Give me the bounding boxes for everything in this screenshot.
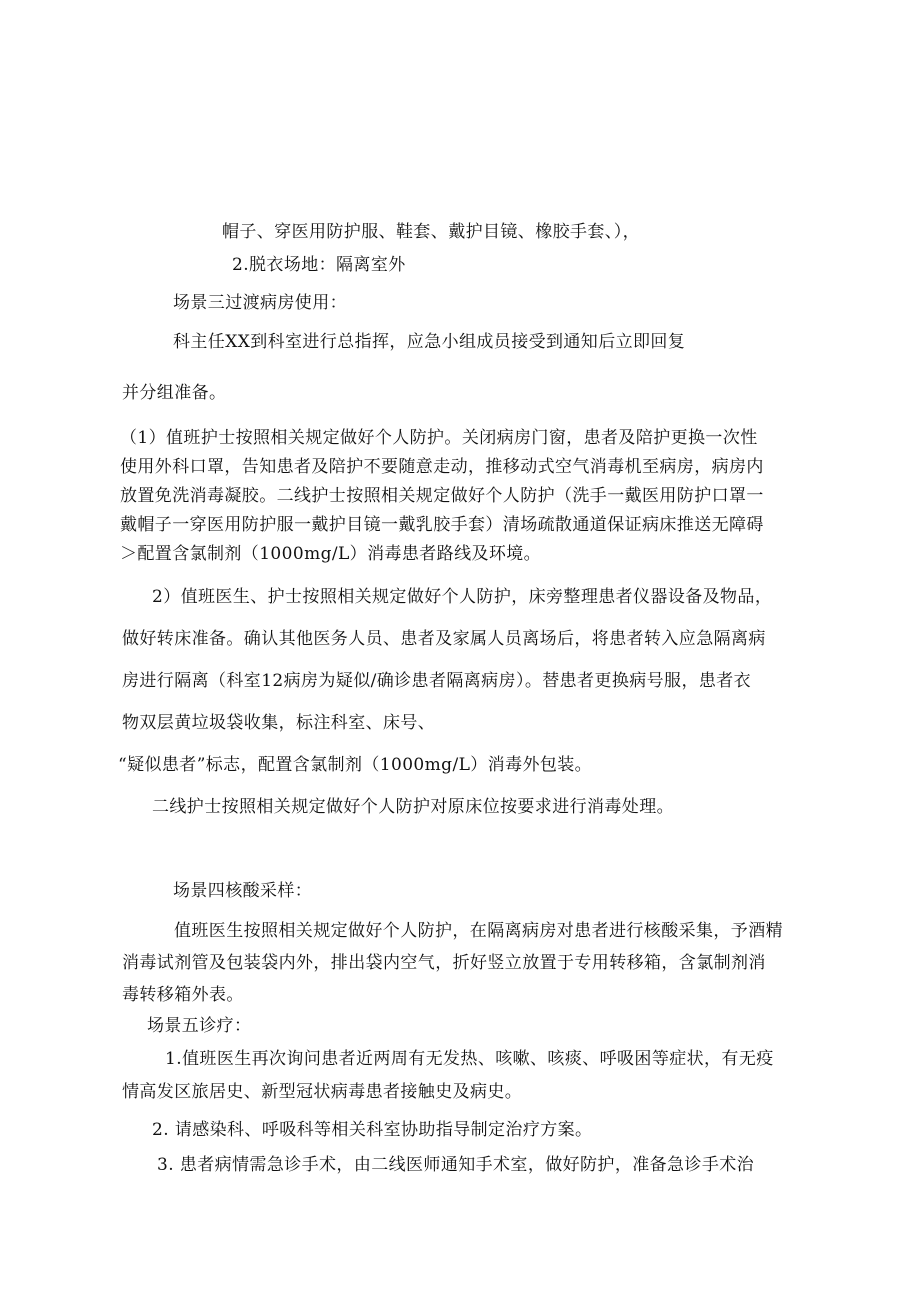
text-line: 戴帽子一穿医用防护服一戴护目镜一戴乳胶手套）清场疏散通道保证病床推送无障碍 [120, 515, 764, 535]
text-line: 帽子、穿医用防护服、鞋套、戴护目镜、橡胶手套、）， [222, 222, 640, 242]
text-line: 科主任XX到科室进行总指挥，应急小组成员接受到通知后立即回复 [173, 332, 686, 352]
text-line: “疑似患者”标志，配置含氯制剂（1000mg/L）消毒外包装。 [118, 755, 593, 775]
text-line: 做好转床准备。确认其他医务人员、患者及家属人员离场后，将患者转入应急隔离病 [122, 629, 766, 649]
text-line: 3. 患者病情需急诊手术，由二线医师通知手术室，做好防护，准备急诊手术治 [157, 1155, 755, 1175]
text-line: 毒转移箱外表。 [122, 985, 244, 1005]
text-line: 物双层黄垃圾袋收集，标注科室、床号、 [122, 713, 436, 733]
text-line: 二线护士按照相关规定做好个人防护对原床位按要求进行消毒处理。 [152, 797, 674, 817]
text-line: 2）值班医生、护士按照相关规定做好个人防护，床旁整理患者仪器设备及物品， [152, 587, 773, 607]
text-line: 消毒试剂管及包装袋内外，排出袋内空气，折好竖立放置于专用转移箱，含氯制剂消 [122, 953, 766, 973]
text-line: 1.值班医生再次询问患者近两周有无发热、咳嗽、咳痰、呼吸困等症状，有无疫 [165, 1049, 774, 1069]
text-line: （1）值班护士按照相关规定做好个人防护。关闭病房门窗，患者及陪护更换一次性 [120, 428, 758, 448]
paragraph-2 [122, 915, 783, 1011]
text-line: 使用外科口罩，告知患者及陪护不要随意走动，推移动式空气消毒机至病房，病房内 [120, 457, 764, 477]
section-heading: 场景三过渡病房使用： [173, 293, 347, 313]
text-line: ＞配置含氯制剂（1000mg/L）消毒患者路线及环境。 [120, 544, 542, 564]
text-line: 放置免洗消毒凝胶。二线护士按照相关规定做好个人防护（洗手一戴医用防护口罩一 [120, 486, 764, 506]
section-heading: 场景五诊疗： [147, 1016, 252, 1036]
text-line: 2. 请感染科、呼吸科等相关科室协助指导制定治疗方案。 [152, 1120, 593, 1140]
text-line: 2.脱衣场地：隔离室外 [232, 255, 406, 275]
text-line: 房进行隔离（科室12病房为疑似/确诊患者隔离病房）。替患者更换病号服，患者衣 [122, 671, 752, 691]
section-heading: 场景四核酸采样： [173, 881, 313, 901]
text-line: 并分组准备。 [122, 383, 227, 403]
paragraph-1 [120, 424, 764, 569]
text-line: 情高发区旅居史、新型冠状病毒患者接触史及病史。 [122, 1082, 523, 1102]
text-line: 值班医生按照相关规定做好个人防护，在隔离病房对患者进行核酸采集，予酒精 [174, 921, 783, 941]
